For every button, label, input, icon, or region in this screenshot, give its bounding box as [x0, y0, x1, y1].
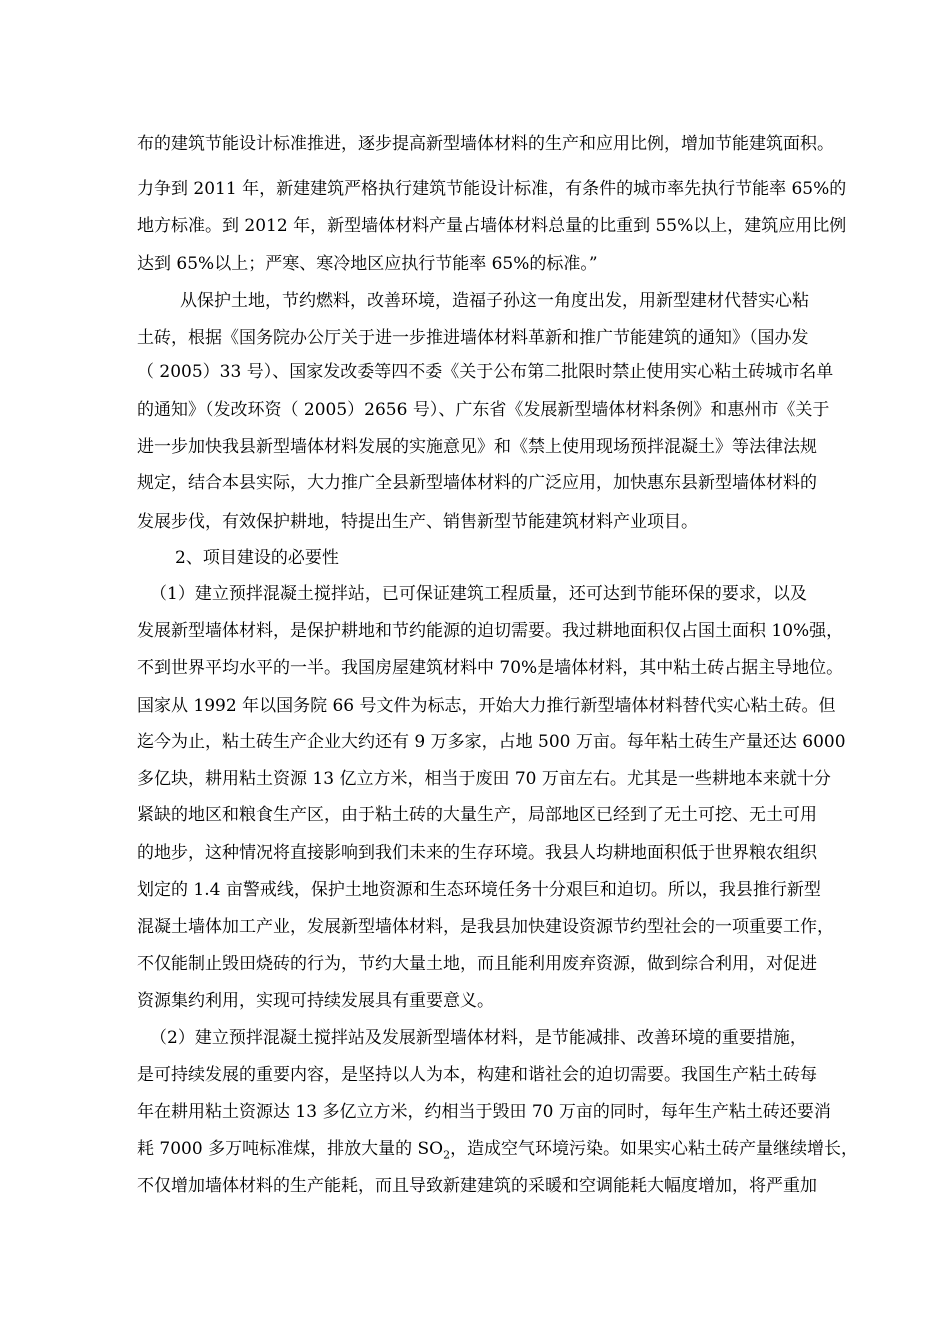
text-line: 迄今为止，粘土砖生产企业大约还有 9 万多家，占地 500 万亩。每年粘土砖生产量还达 6000	[137, 732, 846, 752]
text-line	[137, 1138, 858, 1160]
subscript: 2	[443, 1148, 451, 1162]
text-line: 多亿块，耕用粘土资源 13 亿立方米，相当于废田 70 万亩左右。尤其是一些耕地本来就十分	[137, 769, 831, 789]
section-heading: 2、项目建设的必要性	[175, 548, 339, 568]
text-line: 进一步加快我县新型墙体材料发展的实施意见》和《禁上使用现场预拌混凝土》等法律法规	[137, 437, 817, 457]
text-line: 达到 65%以上；严寒、寒冷地区应执行节能率 65%的标准。”	[137, 254, 598, 274]
text-line: 不仅能制止毁田烧砖的行为，节约大量土地，而且能利用废弃资源，做到综合利用，对促进	[137, 954, 817, 974]
text-fragment: 耗 7000 多万吨标准煤，排放大量的 SO	[137, 1139, 444, 1159]
text-line: 划定的 1.4 亩警戒线，保护土地资源和生态环境任务十分艰巨和迫切。所以，我县推行新型	[137, 880, 821, 900]
text-line: 国家从 1992 年以国务院 66 号文件为标志，开始大力推行新型墙体材料替代实心粘土砖。但	[137, 696, 836, 716]
text-line: 的通知》（发改环资（ 2005）2656 号）、广东省《发展新型墙体材料条例》和惠州市《关于	[137, 400, 830, 420]
text-line: 不到世界平均水平的一半。我国房屋建筑材料中 70%是墙体材料，其中粘土砖占据主导地位。	[137, 658, 844, 678]
text-line: 资源集约利用，实现可持续发展具有重要意义。	[137, 991, 494, 1011]
paragraph-start-line: （1）建立预拌混凝土搅拌站，已可保证建筑工程质量，还可达到节能环保的要求，以及	[150, 584, 807, 604]
text-line: 的地步，这种情况将直接影响到我们未来的生存环境。我县人均耕地面积低于世界粮农组织	[137, 843, 817, 863]
text-line: 规定，结合本县实际，大力推广全县新型墙体材料的广泛应用，加快惠东县新型墙体材料的	[137, 473, 817, 493]
paragraph-start-line: （2）建立预拌混凝土搅拌站及发展新型墙体材料，是节能减排、改善环境的重要措施，	[150, 1028, 807, 1048]
text-line: 布的建筑节能设计标准推进，逐步提高新型墙体材料的生产和应用比例，增加节能建筑面积。	[137, 134, 834, 154]
text-line: （ 2005）33 号）、国家发改委等四不委《关于公布第二批限时禁止使用实心粘土砖城市名单	[137, 362, 834, 382]
text-line: 地方标准。到 2012 年，新型墙体材料产量占墙体材料总量的比重到 55%以上，建筑应用比例	[137, 216, 847, 236]
text-line: 土砖，根据《国务院办公厅关于进一步推进墙体材料革新和推广节能建筑的通知》（国办发	[137, 328, 809, 348]
text-fragment: ，造成空气环境污染。如果实心粘土砖产量继续增长，	[450, 1139, 859, 1159]
text-line: 年在耕用粘土资源达 13 多亿立方米，约相当于毁田 70 万亩的同时，每年生产粘土砖还要消	[137, 1102, 831, 1122]
text-line: 紧缺的地区和粮食生产区，由于粘土砖的大量生产，局部地区已经到了无土可挖、无土可用	[137, 805, 817, 825]
text-line: 发展步伐，有效保护耕地，特提出生产、销售新型节能建筑材料产业项目。	[137, 512, 698, 532]
text-line: 力争到 2011 年，新建建筑严格执行建筑节能设计标准，有条件的城市率先执行节能率 65%的	[137, 179, 847, 199]
paragraph-start-line: 从保护土地，节约燃料，改善环境，造福子孙这一角度出发，用新型建材代替实心粘	[180, 291, 809, 311]
text-line: 发展新型墙体材料，是保护耕地和节约能源的迫切需要。我过耕地面积仅占国土面积 10%强，	[137, 621, 844, 641]
text-line: 不仅增加墙体材料的生产能耗，而且导致新建建筑的采暖和空调能耗大幅度增加，将严重加	[137, 1176, 817, 1196]
text-line: 混凝土墙体加工产业，发展新型墙体材料，是我县加快建设资源节约型社会的一项重要工作，	[137, 917, 834, 937]
text-line: 是可持续发展的重要内容，是坚持以人为本，构建和谐社会的迫切需要。我国生产粘土砖每	[137, 1065, 817, 1085]
